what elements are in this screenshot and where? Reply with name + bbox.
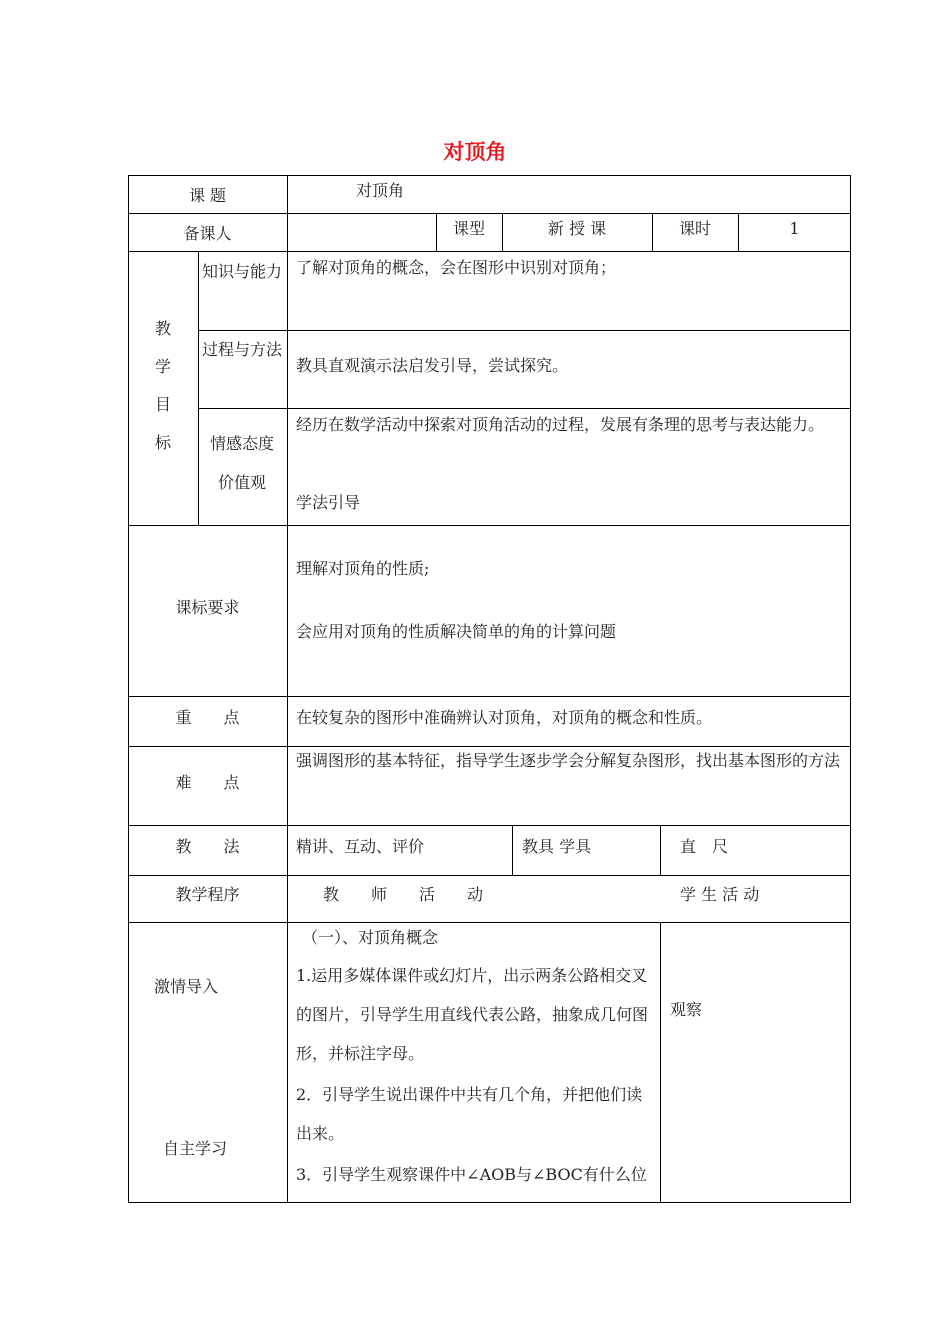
attitude-text: 经历在数学活动中探索对顶角活动的过程，发展有条理的思考与表达能力。 bbox=[296, 415, 825, 434]
key-point-text: 在较复杂的图形中准确辨认对顶角，对顶角的概念和性质。 bbox=[296, 708, 713, 727]
standards-label: 课标要求 bbox=[175, 598, 240, 617]
method-text: 精讲、互动、评价 bbox=[296, 837, 425, 856]
attitude-label: 情感态度价值观 bbox=[209, 434, 274, 492]
attitude-text-2: 学法引导 bbox=[296, 493, 361, 512]
process-text: 教具直观演示法启发引导，尝试探究。 bbox=[296, 356, 569, 375]
key-point-label: 重 点 bbox=[175, 708, 240, 727]
lesson-type-label: 课型 bbox=[452, 219, 485, 238]
activity-item-2: 2．引导学生说出课件中共有几个角，并把他们读出来。 bbox=[296, 1085, 643, 1143]
knowledge-text: 了解对顶角的概念，会在图形中识别对顶角； bbox=[296, 258, 617, 277]
lesson-hours-label: 课时 bbox=[678, 219, 711, 238]
stage-self-study: 自主学习 bbox=[163, 1139, 228, 1158]
difficulty-label: 难 点 bbox=[175, 773, 240, 792]
process-label: 过程与方法 bbox=[202, 340, 283, 359]
tools-value: 直 尺 bbox=[680, 837, 729, 856]
topic-value: 对顶角 bbox=[356, 181, 405, 200]
stage-intro: 激情导入 bbox=[154, 977, 219, 996]
lesson-type-value: 新 授 课 bbox=[547, 219, 607, 238]
standards-line-1: 理解对顶角的性质; bbox=[296, 559, 430, 578]
activity-item-1: 1.运用多媒体课件或幻灯片，出示两条公路相交叉的图片，引导学生用直线代表公路，抽象成几何图形，并标注字母。 bbox=[296, 966, 649, 1063]
preparer-label: 备课人 bbox=[183, 224, 232, 243]
difficulty-text: 强调图形的基本特征，指导学生逐步学会分解复杂图形，找出基本图形的方法 bbox=[296, 751, 841, 770]
activity-item-3: 3．引导学生观察课件中∠AOB与∠BOC有什么位 bbox=[296, 1165, 647, 1184]
lesson-hours-value: 1 bbox=[789, 219, 800, 238]
standards-line-2: 会应用对顶角的性质解决简单的角的计算问题 bbox=[296, 622, 617, 641]
page-title: 对顶角 bbox=[443, 140, 507, 164]
procedure-label: 教学程序 bbox=[175, 885, 240, 904]
goals-label: 教 学 目 标 bbox=[154, 319, 171, 452]
topic-label: 课 题 bbox=[188, 186, 227, 205]
teacher-activity-header: 教 师 活 动 bbox=[323, 885, 484, 904]
activity-section-title: （一）、对顶角概念 bbox=[302, 928, 439, 947]
knowledge-label: 知识与能力 bbox=[202, 262, 283, 281]
student-activity-header: 学 生 活 动 bbox=[680, 885, 760, 904]
tools-label: 教具 学具 bbox=[522, 837, 592, 856]
student-activity-text: 观察 bbox=[670, 1000, 703, 1019]
method-label: 教 法 bbox=[175, 837, 240, 856]
